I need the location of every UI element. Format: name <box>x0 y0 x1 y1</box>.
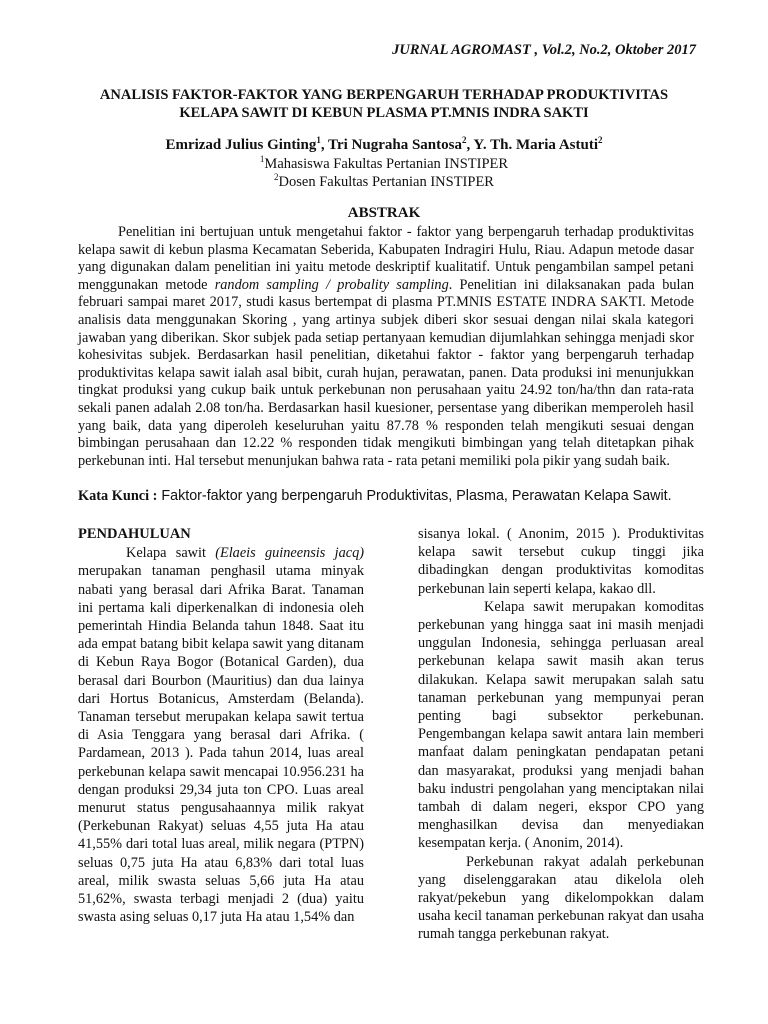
abstract-part-3: . Penelitian ini dilaksanakan pada bulan februari sampai maret 2017, studi kasus bertempat di plasma PT.MNIS ESTATE INDRA SAKTI. Metode analisis data menggunakan Skoring , yang artinya subjek diberi skor sesuai dengan nilai skala kategori jawaban yang diberikan. Skor subjek pada setiap pertanyaan kemudian dijumlahkan sehingga menjadi skor kohesivitas subjek. Berdasarkan hasil penelitian, diketahui faktor - faktor yang berpengaruh terhadap produktivitas kelapa sawit ialah asal bibit, curah hujan, perawatan, panen. Data produksi ini menunjukkan tingkat produksi yang cukup baik untuk perkebunan non perusahaan yaitu 24.92 ton/ha/thn dan rata-rata sekali panen adalah 2.08 ton/ha. Berdasarkan hasil kuesioner, persentase yang diberikan memperoleh hasil yang baik, data yang diperoleh keseluruhan yaitu 87.78 % responden telah mengikuti sesuai dengan bimbingan perusahaan dan 12.22 % responden tidak mengikuti bimbingan yang telah ditetapkan pihak perkebunan inti. Hal tersebut menunjukan bahwa rata - rata petani memiliki pola pikir yang sudah baik. <box>78 276 694 469</box>
title-line-2: KELAPA SAWIT DI KEBUN PLASMA PT.MNIS INDRA SAKTI <box>179 105 589 121</box>
keywords-text: Faktor-faktor yang berpengaruh Produktivitas, Plasma, Perawatan Kelapa Sawit. <box>157 488 672 504</box>
right-paragraph-3: Perkebunan rakyat adalah perkebunan yang diselenggarakan atau dikelola oleh rakyat/pekebun yang dikelompokkan dalam usaha kecil tanaman perkebunan rakyat dan usaha rumah tangga perkebunan rakyat. <box>418 853 704 943</box>
left-column <box>78 525 364 926</box>
abstract-heading: ABSTRAK <box>347 205 421 221</box>
left-p1-rest: merupakan tanaman penghasil utama minyak nabati yang berasal dari Afrika Barat. Tanaman ini pertama kali diperkenalkan di indonesia oleh pemerintah Hindia Belanda tahun 1848. Saat itu ada empat batang bibit kelapa sawit yang ditanam di Kebun Raya Bogor (Botanical Garden), dua berasal dari Bourbon (Mauritius) dan dua lainya dari Hortus Botanicus, Amsterdam (Belanda). Tanaman tersebut merupakan kelapa sawit tertua di Asia Tenggara yang berasal dari Afrika. ( Pardamean, 2013 ). Pada tahun 2014, luas areal perkebunan kelapa sawit mencapai 10.956.231 ha dengan produksi 29,34 juta ton CPO. Luas areal menurut status pengusahaannya milik rakyat (Perkebunan Rakyat) seluas 4,55 juta Ha atau 41,55% dari total luas areal, milik negara (PTPN) seluas 0,75 juta Ha atau 6,83% dari total luas areal, milik swasta seluas 5,66 juta Ha atau 51,62%, swasta terbagi menjadi 2 (dua) yaitu swasta asing seluas 0,17 juta Ha atau 1,54% dan <box>78 563 364 926</box>
journal-header: JURNAL AGROMAST , Vol.2, No.2, Oktober 2017 <box>392 42 696 58</box>
affiliation-1-sup: 1 <box>259 154 265 165</box>
author-1: Emrizad Julius Ginting <box>165 137 317 153</box>
author-3-sup: 2 <box>598 135 603 145</box>
keywords-label: Kata Kunci : <box>78 488 158 504</box>
left-p1-start: Kelapa sawit <box>126 545 216 562</box>
author-2: , Tri Nugraha Santosa <box>320 137 462 153</box>
abstract-italic-method: random sampling / probality sampling <box>214 276 449 293</box>
author-list <box>60 136 708 154</box>
paper-title <box>60 86 708 122</box>
left-paragraph-1 <box>78 544 364 926</box>
right-column <box>418 525 704 944</box>
affiliation-2-sup: 2 <box>274 172 279 183</box>
affiliation-1 <box>60 155 708 173</box>
title-line-1: ANALISIS FAKTOR-FAKTOR YANG BERPENGARUH TERHADAP PRODUKTIVITAS <box>99 87 669 103</box>
author-3: , Y. Th. Maria Astuti <box>466 137 599 153</box>
affiliation-2 <box>60 173 708 191</box>
affiliation-1-text: Mahasiswa Fakultas Pertanian INSTIPER <box>264 156 509 172</box>
left-p1-species: (Elaeis guineensis jacq) <box>215 545 364 562</box>
abstract-part-1: Penelitian ini bertujuan untuk mengetahui faktor - faktor yang berpengaruh terhadap produktivitas kelapa sawit di kebun plasma Kecamatan Seberida, Kabupaten Indragiri Hulu, Riau. Adapun metode dasar yang digunakan dalam penelitian ini yaitu metode deskriptif kualitatif. Untuk pengambilan sampel petani menggunakan metode <box>78 224 694 293</box>
abstract-body <box>78 224 694 470</box>
keywords <box>78 487 694 505</box>
right-paragraph-1: sisanya lokal. ( Anonim, 2015 ). Produktivitas kelapa sawit tersebut cukup tinggi jika dibadingkan dengan produktivitas komoditas perkebunan lain seperti kelapa, kakao dll. <box>418 526 704 597</box>
affiliation-2-text: Dosen Fakultas Pertanian INSTIPER <box>278 174 494 190</box>
right-paragraph-2: Kelapa sawit merupakan komoditas perkebunan yang hingga saat ini masih menjadi unggulan Indonesia, sehingga perluasan areal perkebunan kelapa sawit masih akan terus dilakukan. Kelapa sawit merupakan salah satu tanaman perkebunan yang mempunyai peran penting bagi subsektor perkebunan. Pengembangan kelapa sawit antara lain memberi manfaat dalam peningkatan pendapatan petani dan masyarakat, produksi yang menjadi bahan baku industri pengolahan yang menciptakan nilai tambah di dalam negeri, ekspor CPO yang menghasilkan devisa dan menyediakan kesempatan kerja. ( Anonim, 2014). <box>418 598 704 852</box>
author-1-sup: 1 <box>316 135 321 145</box>
author-2-sup: 2 <box>461 135 467 145</box>
section-heading-pendahuluan: PENDAHULUAN <box>78 526 191 542</box>
